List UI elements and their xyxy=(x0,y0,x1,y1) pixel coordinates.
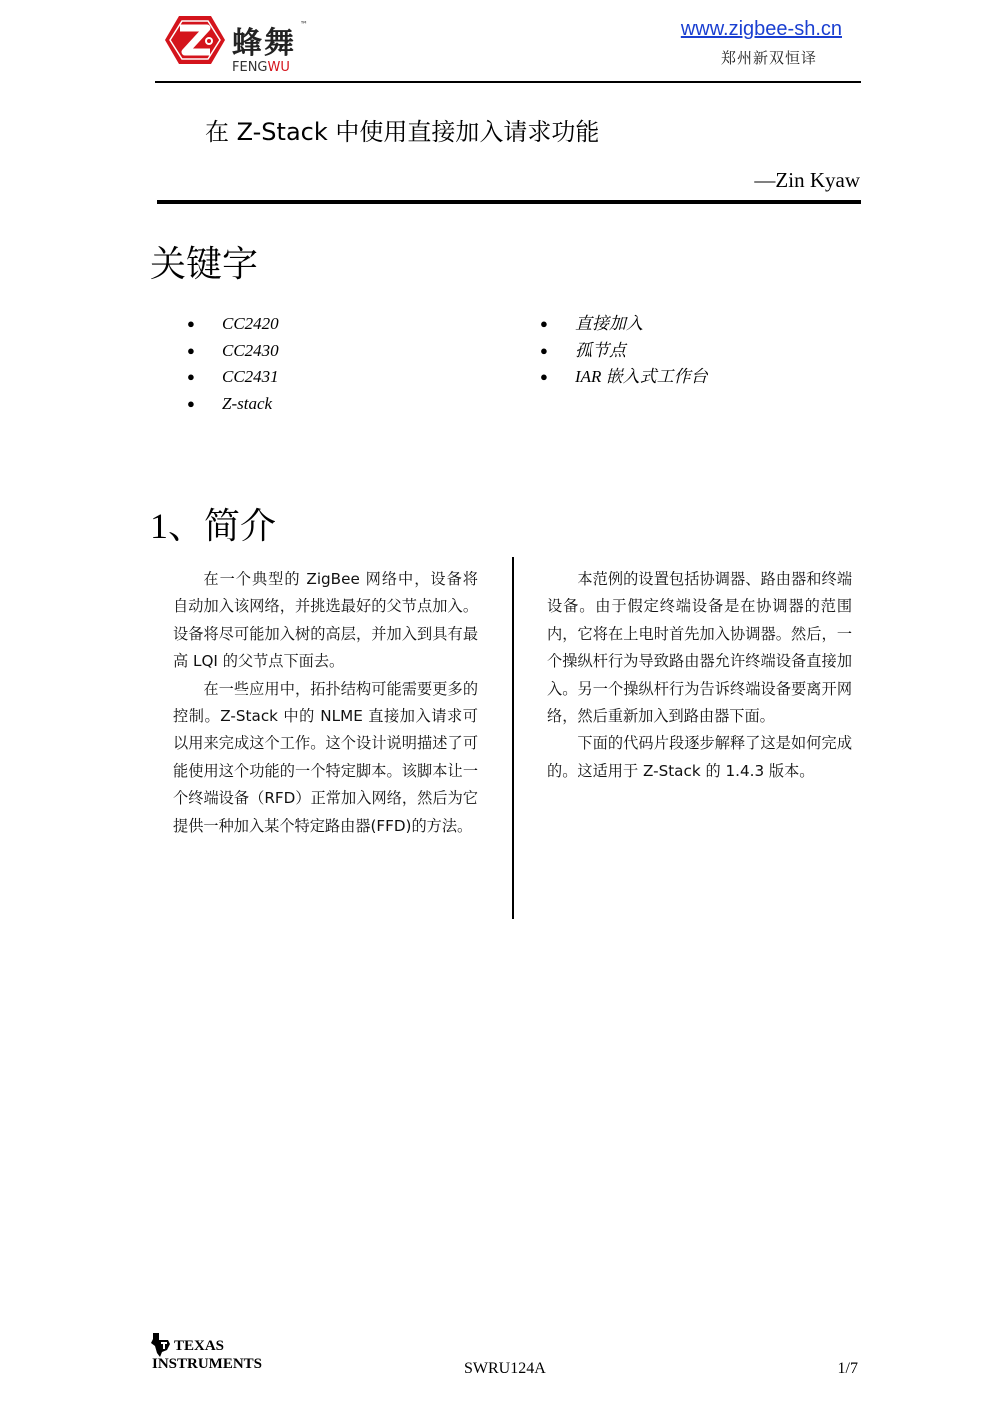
intro-right-column xyxy=(547,566,852,785)
ti-text-line1: TEXAS xyxy=(174,1338,225,1354)
header-rule xyxy=(155,81,861,83)
paragraph: 本范例的设置包括协调器、路由器和终端设备。由于假定终端设备是在协调器的范围内，它将在上电时首先加入协调器。然后，一个操纵杆行为导致路由器允许终端设备直接加入。另一个操纵杆行为告诉终端设备要离开网络，然后重新加入到路由器下面。 xyxy=(547,570,852,726)
fengwu-logo xyxy=(160,10,320,75)
bullet-icon: ● xyxy=(540,316,548,331)
intro-heading: 1、简介 xyxy=(150,506,277,547)
column-divider xyxy=(512,557,514,919)
logo-chinese-name: 蜂舞 xyxy=(232,26,296,61)
logo-english-name: FENGWU xyxy=(232,60,290,75)
paragraph: 在一个典型的 ZigBee 网络中，设备将自动加入该网络，并挑选最好的父节点加入。设备将尽可能加入树的高层，并加入到具有最高 LQI 的父节点下面去。 xyxy=(173,570,478,671)
list-item: ● CC2430 xyxy=(222,338,279,365)
document-author: —Zin Kyaw xyxy=(754,168,860,192)
list-item: ● CC2420 xyxy=(222,311,279,338)
list-item: ● CC2431 xyxy=(222,364,279,391)
site-url-link[interactable]: www.zigbee-sh.cn xyxy=(680,18,842,40)
texas-instruments-logo xyxy=(150,1330,263,1380)
keywords-heading: 关键字 xyxy=(150,244,259,285)
logo-trademark: ™ xyxy=(300,20,308,29)
document-code: SWRU124A xyxy=(464,1360,546,1377)
page-number: 1/7 xyxy=(837,1360,858,1377)
paragraph: 下面的代码片段逐步解释了这是如何完成的。这适用于 Z-Stack 的 1.4.3 版本。 xyxy=(547,734,852,780)
list-item: ● Z-stack xyxy=(222,391,279,418)
ti-text-line2: INSTRUMENTS xyxy=(152,1356,263,1372)
bullet-icon: ● xyxy=(540,369,548,384)
fengwu-logo-icon xyxy=(163,14,227,66)
bullet-icon: ● xyxy=(187,369,195,384)
list-item: ● 孤节点 xyxy=(575,338,708,365)
paragraph: 在一些应用中，拓扑结构可能需要更多的控制。Z-Stack 中的 NLME 直接加入请求可以用来完成这个工作。这个设计说明描述了可能使用这个功能的一个特定脚本。该脚本让一个终端设备（RFD）正常加入网络，然后为它提供一种加入某个特定路由器(FFD)的方法。 xyxy=(173,679,478,835)
bullet-icon: ● xyxy=(187,342,195,358)
keywords-list-left xyxy=(187,311,279,417)
intro-left-column xyxy=(173,566,478,840)
bullet-icon: ● xyxy=(187,395,195,411)
bullet-icon: ● xyxy=(187,316,195,331)
list-item: ● IAR 嵌入式工作台 xyxy=(575,364,708,391)
site-subtitle: 郑州新双恒译 xyxy=(720,49,817,67)
list-item: ● 直接加入 xyxy=(575,311,708,338)
keywords-list-right xyxy=(540,311,708,391)
document-title: 在 Z-Stack 中使用直接加入请求功能 xyxy=(205,118,600,146)
ti-state-icon xyxy=(150,1332,172,1358)
title-rule xyxy=(157,200,861,204)
bullet-icon: ● xyxy=(540,342,548,358)
